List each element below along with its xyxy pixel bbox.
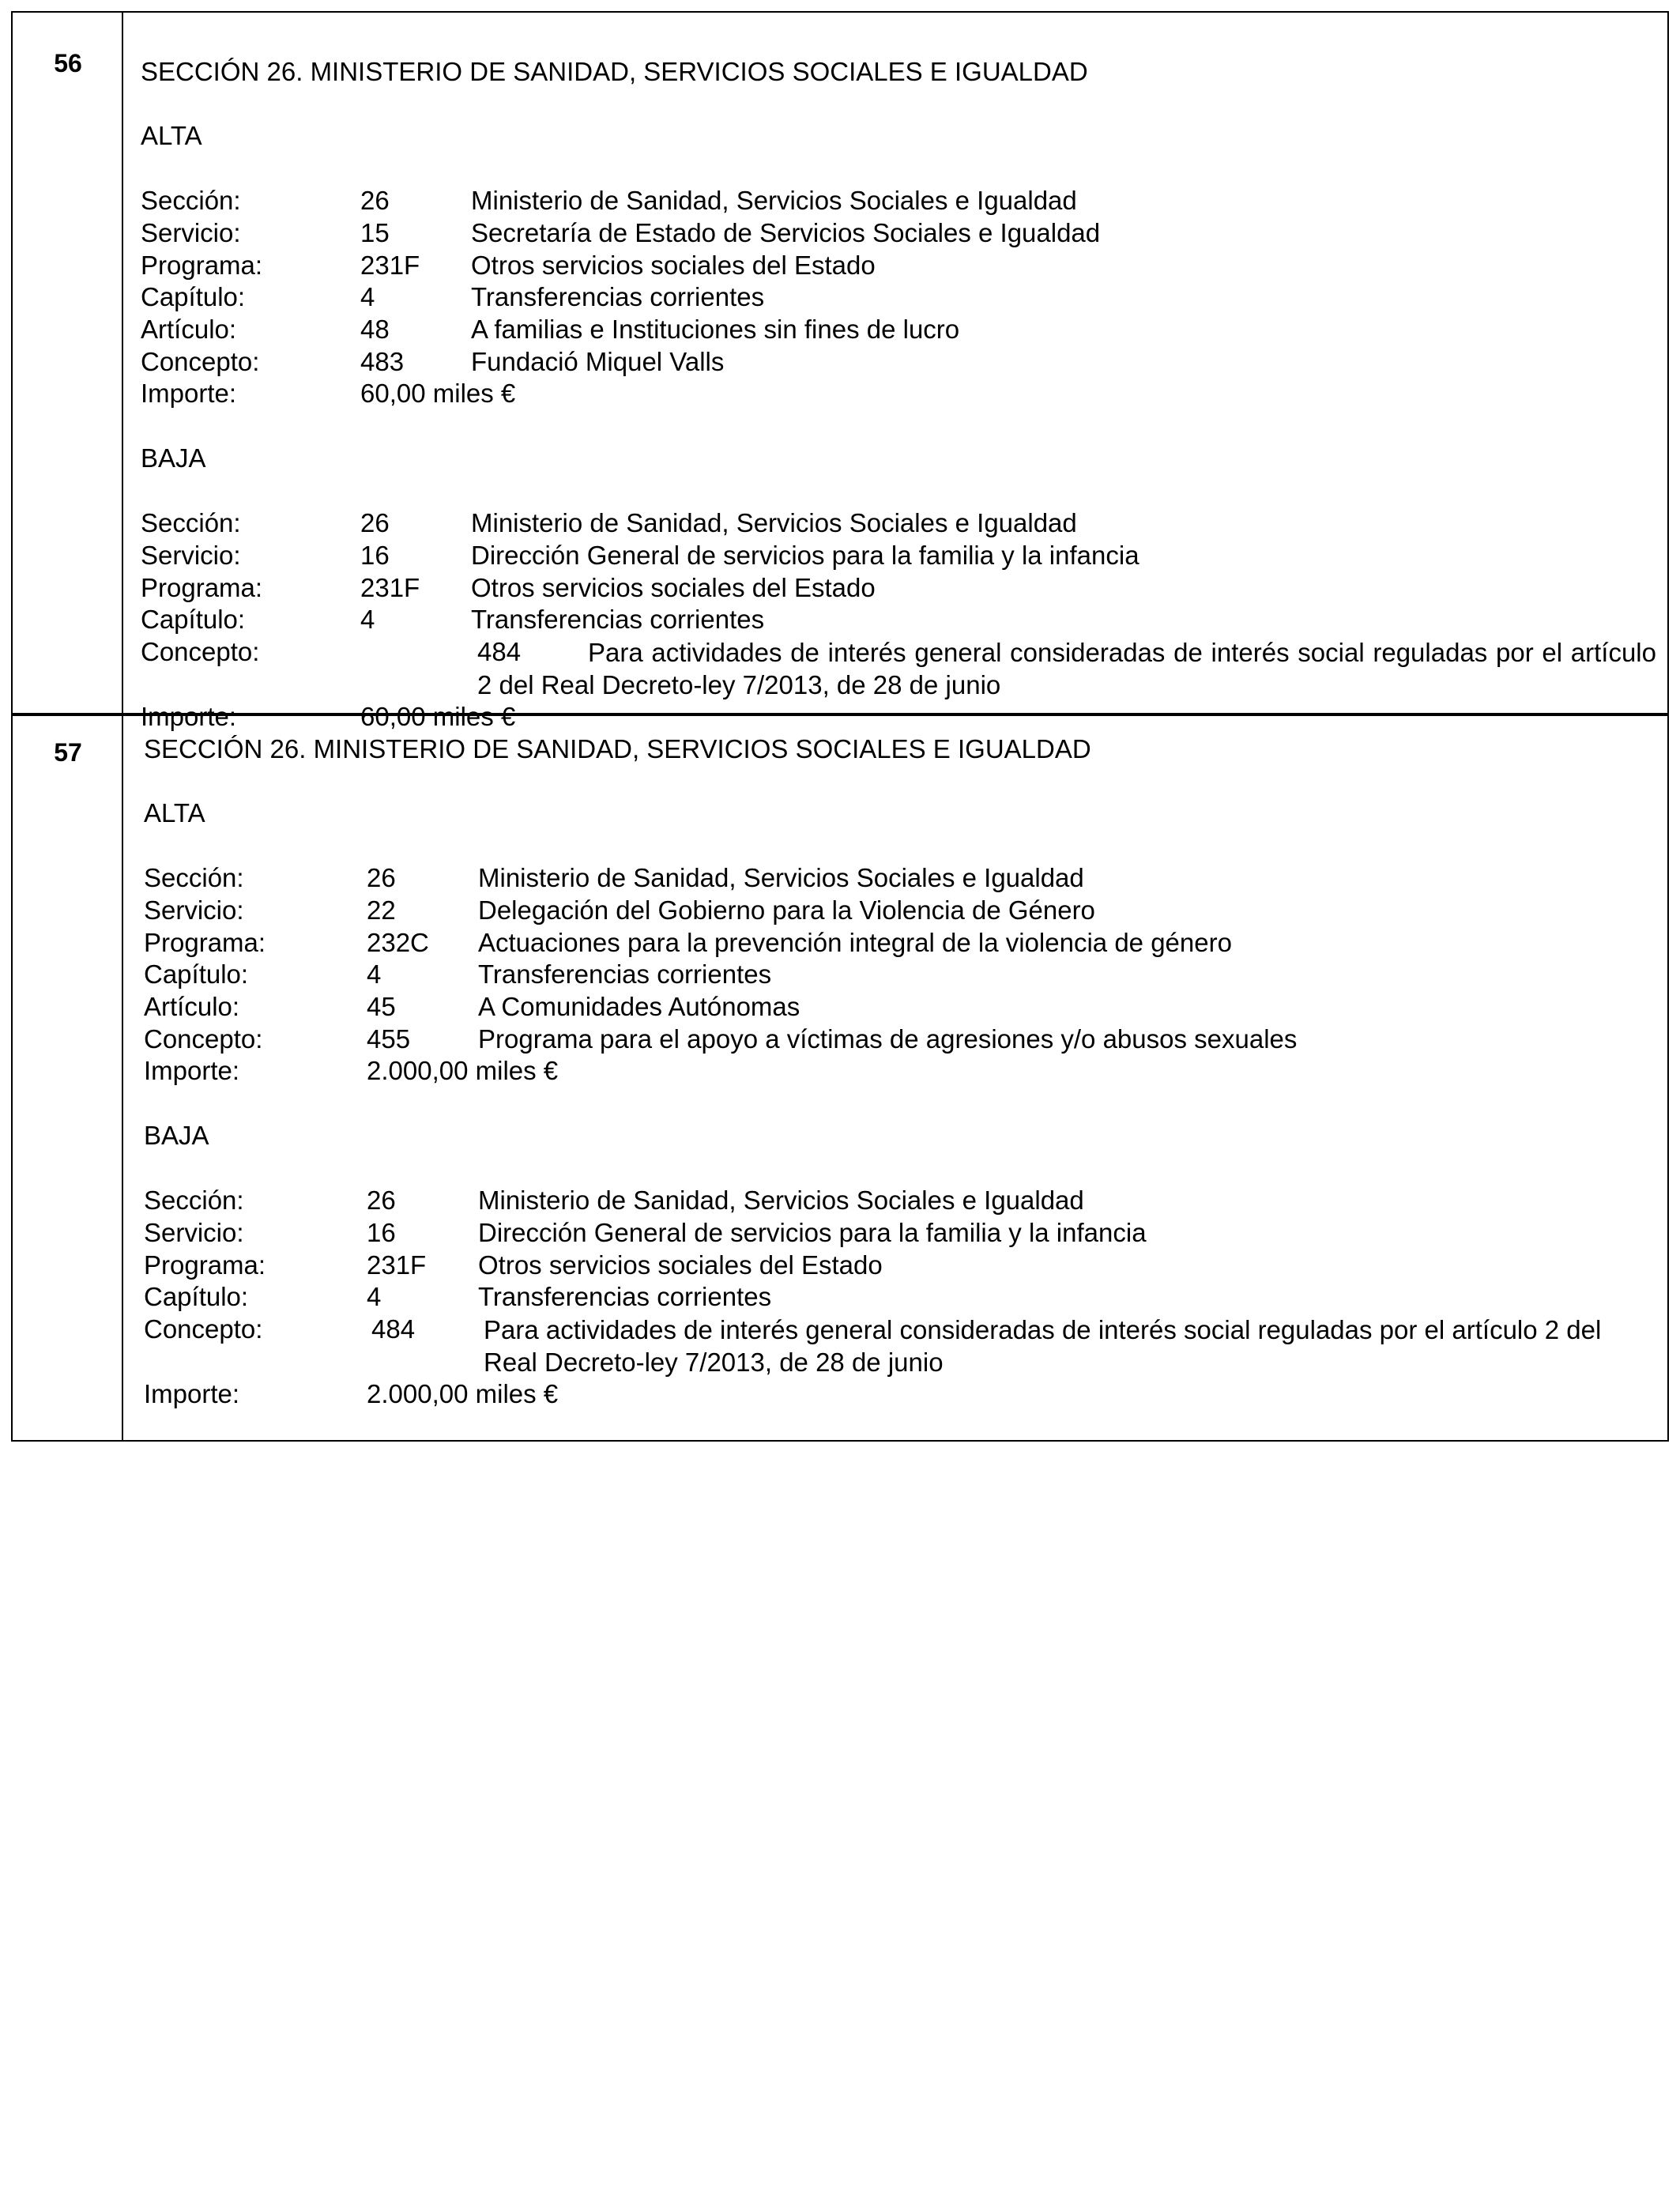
baja-title: BAJA [144, 1121, 209, 1150]
baja-concepto-desc: Para actividades de interés general consideradas de interés social reguladas por el artículo 2 del Real Decreto-ley 7/2013, de 28 de junio [477, 638, 1656, 699]
entry-number: 56 [54, 49, 82, 77]
alta-title: ALTA [144, 798, 205, 827]
baja-title: BAJA [141, 443, 206, 473]
entry-number: 57 [54, 738, 82, 767]
table-row: 57 SECCIÓN 26. MINISTERIO DE SANIDAD, SERVICIOS SOCIALES E IGUALDAD ALTA Sección: 26 Ministerio de Sanidad, Servicios Sociales e Igualdad Servicio: 22 Delegación del Gobierno para la Violencia de Género Programa: 232C Actuaciones para la prevención integral de la violencia de género Capítulo: 4 Transferencias corrientes Artículo: 45 A Comunidades Autónomas Concepto: 455 Programa para el apoyo a víctimas de agresiones y/o abusos sexuales Importe: 2.000,00 miles € BAJA Sección: 26 Ministerio de Sanidad, Servicios Sociales e Igualdad Servicio: 16 Dirección General de servicios para la familia y la infancia Programa: 231F Otros servicios sociales del Estado Capítulo: 4 Transferencias corrientes Concepto: 484 Para actividades de interés general consideradas de interés social reguladas por el artículo 2 del Real Decreto-ley 7/2013, de 28 de junio Importe: 2.000,00 miles € [11, 714, 1669, 1442]
baja-concepto-desc: Para actividades de interés general consideradas de interés social reguladas por el artículo 2 del Real Decreto-ley 7/2013, de 28 de junio [484, 1315, 1602, 1377]
table-row: 56 SECCIÓN 26. MINISTERIO DE SANIDAD, SERVICIOS SOCIALES E IGUALDAD ALTA Sección: 26 Ministerio de Sanidad, Servicios Sociales e Igualdad Servicio: 15 Secretaría de Estado de Servicios Sociales e Igualdad Programa: 231F Otros servicios sociales del Estado Capítulo: 4 Transferencias corrientes Artículo: 48 A familias e Instituciones sin fines de lucro Concepto: 483 Fundació Miquel Valls Importe: 60,00 miles € BAJA Sección: 26 Ministerio de Sanidad, Servicios Sociales e Igualdad Servicio: 16 Dirección General de servicios para la familia y la infancia Programa: 231F Otros servicios sociales del Estado Capítulo: 4 Transferencias corrientes Concepto: 484 Para actividades de interés general consideradas de interés social reguladas por el artículo 2 del Real Decreto-ley 7/2013, de 28 de junio Importe: 60,00 miles € [11, 11, 1669, 714]
amendments-table [11, 11, 1669, 1442]
number-cell [13, 716, 123, 1440]
section-heading: SECCIÓN 26. MINISTERIO DE SANIDAD, SERVICIOS SOCIALES E IGUALDAD [141, 57, 1088, 86]
number-cell [13, 13, 123, 713]
alta-title: ALTA [141, 121, 202, 150]
section-heading: SECCIÓN 26. MINISTERIO DE SANIDAD, SERVICIOS SOCIALES E IGUALDAD [144, 734, 1091, 763]
